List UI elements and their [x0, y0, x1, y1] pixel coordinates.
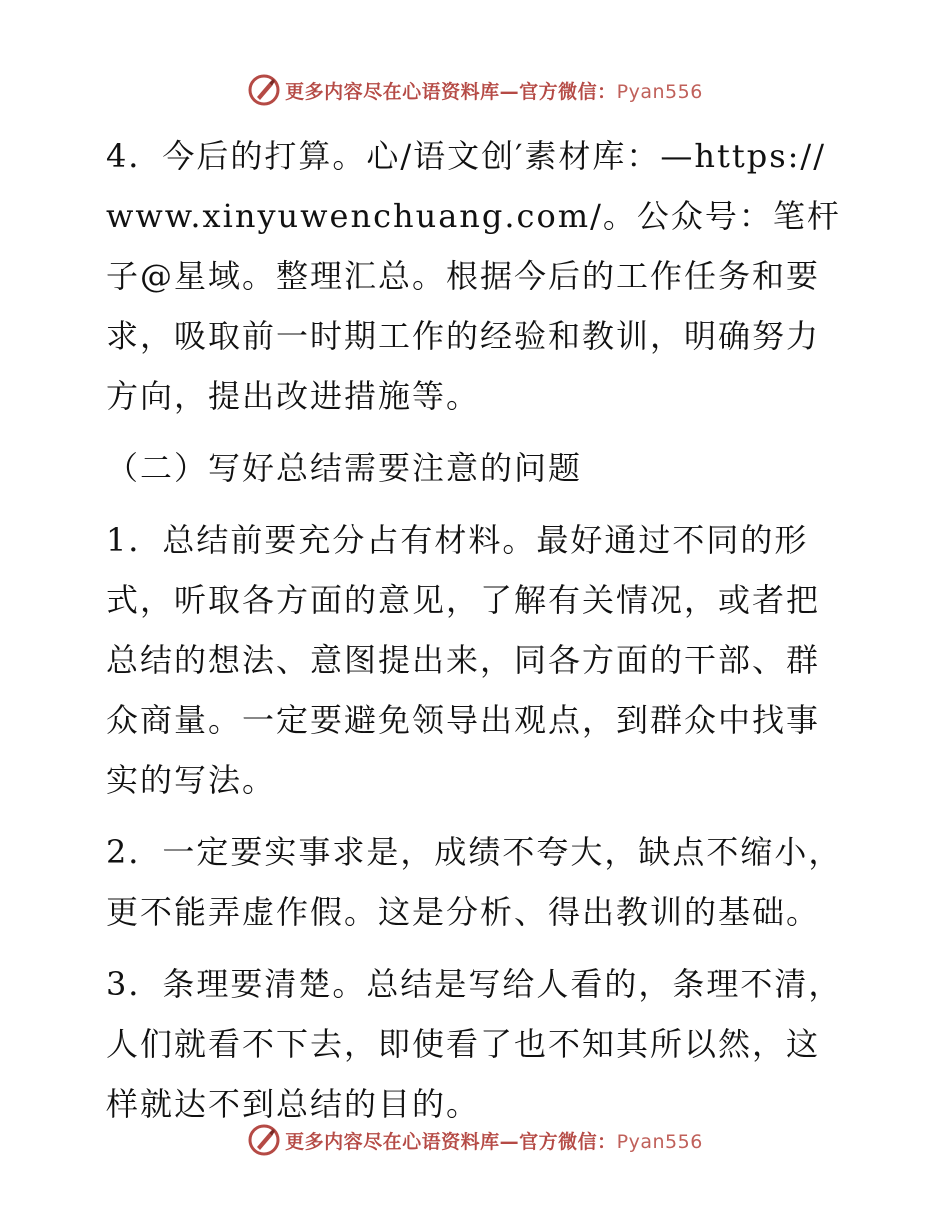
watermark-text [285, 1127, 703, 1154]
paragraph-point-3: 3．条理要清楚。总结是写给人看的，条理不清，人们就看不下去，即使看了也不知其所以然，这样就达不到总结的目的。 [106, 965, 843, 1123]
pen-circle-logo-icon [247, 73, 281, 107]
footer-watermark [0, 1120, 950, 1160]
header-watermark [0, 70, 950, 110]
watermark-text [285, 77, 703, 104]
paragraph-point-2: 2．一定要实事求是，成绩不夸大，缺点不缩小，更不能弄虚作假。这是分析、得出教训的基础。 [106, 833, 843, 931]
paragraph-point-1: 1．总结前要充分占有材料。最好通过不同的形式，听取各方面的意见，了解有关情况，或者把总结的想法、意图提出来，同各方面的干部、群众商量。一定要避免领导出观点，到群众中找事实的写法。 [106, 521, 821, 799]
paragraph-future-plans: 4．今后的打算。心/语文创′素材库：—https://www.xinyuwenchuang.com/。公众号：笔杆子@星域。整理汇总。根据今后的工作任务和要求，吸取前一时期工作的经验和教训，明确努力方向，提出改进措施等。 [106, 137, 841, 415]
watermark-wechat-id: Pyan556 [616, 80, 703, 103]
watermark-label: 更多内容尽在心语资料库—官方微信： [285, 1130, 617, 1153]
section-heading-notes: （二）写好总结需要注意的问题 [106, 449, 583, 487]
document-body [98, 126, 850, 1134]
watermark-label: 更多内容尽在心语资料库—官方微信： [285, 80, 617, 103]
watermark-wechat-id: Pyan556 [616, 1130, 703, 1153]
pen-circle-logo-icon [247, 1123, 281, 1157]
